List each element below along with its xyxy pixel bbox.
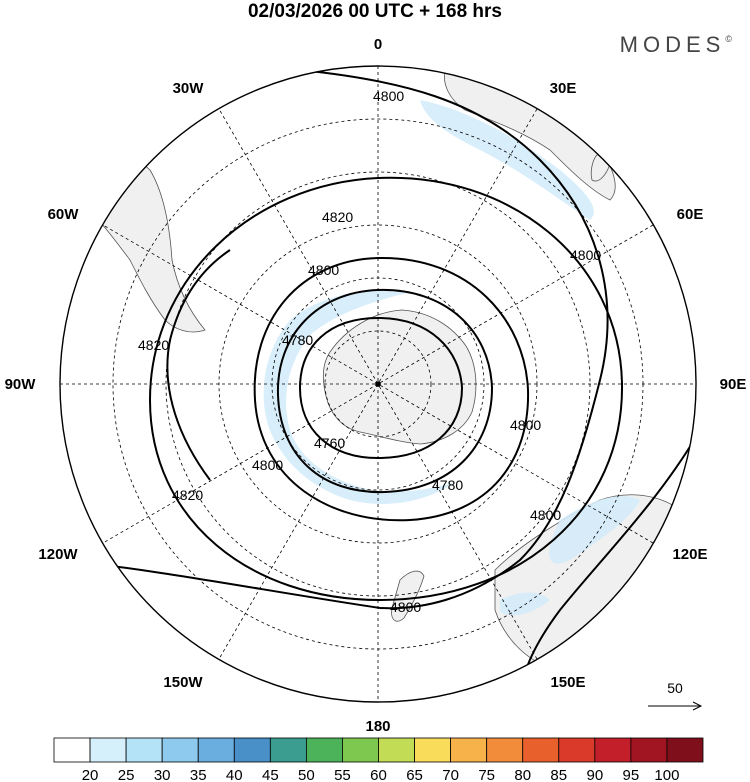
lon-label-90w: 90W [4,376,36,393]
contour-label: 4820 [138,337,170,353]
colorbar-swatch [523,738,559,762]
contour-label: 4800 [373,88,405,104]
lon-label-150w: 150W [163,674,203,691]
colorbar-label: 75 [478,767,496,782]
colorbar-label: 65 [406,767,423,782]
colorbar-swatch [451,738,487,762]
colorbar-label: 35 [189,767,207,782]
contour-label: 4800 [570,247,602,263]
colorbar-label: 80 [514,767,532,782]
lon-label-150e: 150E [550,674,586,691]
colorbar-swatch [126,738,162,762]
colorbar-swatch [631,738,667,762]
colorbar-swatch [487,738,523,762]
wind-reference-value: 50 [667,680,683,696]
lon-label-60w: 60W [47,206,79,223]
wind-reference-vector [648,680,701,710]
lon-label-90e: 90E [719,376,747,393]
colorbar-swatch [559,738,595,762]
colorbar-swatch [162,738,198,762]
contour-label: 4800 [390,599,422,615]
colorbar-swatch [198,738,234,762]
colorbar-label: 70 [442,767,459,782]
colorbar-label: 95 [622,767,640,782]
colorbar-swatch [54,738,90,762]
colorbar [54,738,703,782]
colorbar-swatch [667,738,703,762]
colorbar-label: 50 [298,767,315,782]
lon-label-180: 180 [365,718,391,735]
contour-label: 4760 [314,435,346,451]
contour-label: 4780 [432,477,464,493]
lon-label-120w: 120W [38,546,78,563]
colorbar-label: 30 [153,767,171,782]
contour-label: 4800 [530,507,562,523]
contour-label: 4820 [322,209,354,225]
south-pole-marker [375,381,381,387]
brand-text: MODES [619,32,726,57]
lon-label-30e: 30E [549,80,577,97]
copyright-mark: © [725,34,732,44]
colorbar-swatch [415,738,451,762]
lon-label-0: 0 [373,36,383,53]
contour-label: 4800 [308,262,340,278]
colorbar-swatch [595,738,631,762]
contour-label: 4780 [282,332,314,348]
colorbar-label: 60 [370,767,387,782]
colorbar-swatch [342,738,378,762]
colorbar-swatch [90,738,126,762]
colorbar-swatch [234,738,270,762]
colorbar-label: 20 [81,767,99,782]
lon-label-120e: 120E [672,546,708,563]
contour-label: 4800 [252,457,284,473]
colorbar-label: 55 [334,767,351,782]
lon-label-60e: 60E [676,206,704,223]
map-title: 02/03/2026 00 UTC + 168 hrs [247,1,503,22]
contour-label: 4800 [510,417,542,433]
lon-label-30w: 30W [172,80,204,97]
colorbar-label: 90 [586,767,604,782]
colorbar-label: 100 [654,767,680,782]
colorbar-label: 25 [117,767,135,782]
colorbar-swatch [270,738,306,762]
colorbar-label: 85 [550,767,568,782]
colorbar-label: 45 [261,767,279,782]
colorbar-swatch [306,738,342,762]
colorbar-label: 40 [225,767,243,782]
contour-label: 4820 [172,487,204,503]
colorbar-swatch [379,738,415,762]
